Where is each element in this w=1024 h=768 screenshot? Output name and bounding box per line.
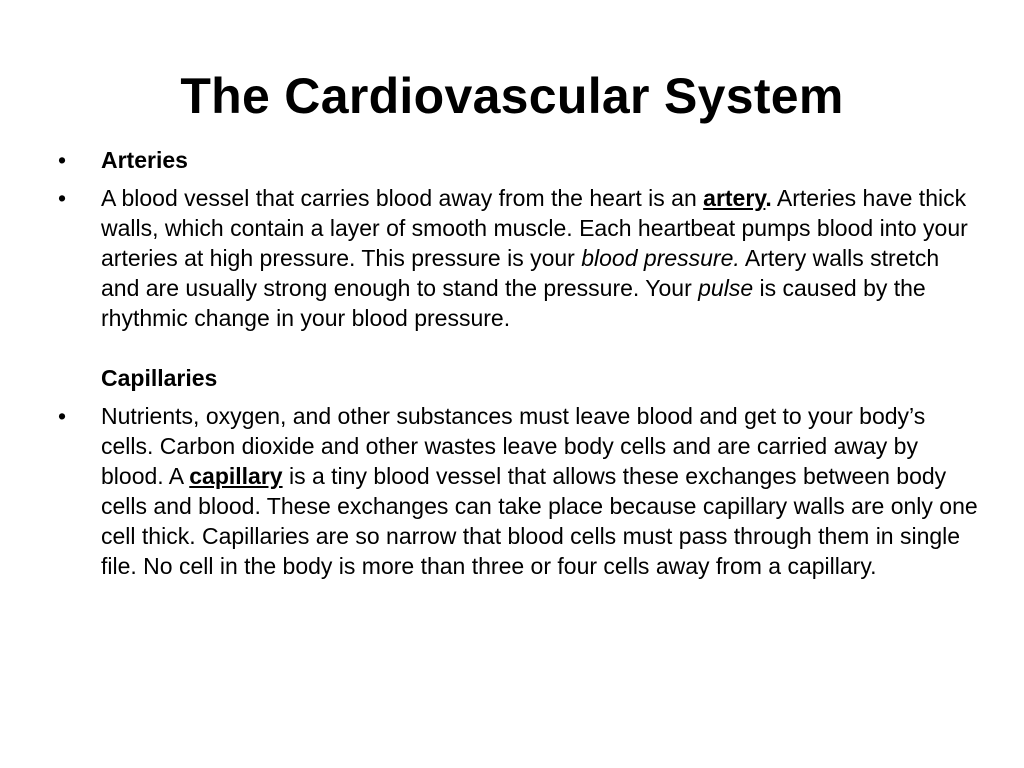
capillary-term: capillary bbox=[189, 463, 283, 489]
arteries-text-part: is caused by the rhythmic change in your blood pressure. bbox=[101, 275, 926, 331]
artery-term-period: . bbox=[765, 185, 772, 211]
capillaries-heading: Capillaries bbox=[101, 365, 218, 391]
bullet-item-arteries-text bbox=[58, 183, 978, 393]
bullet-list bbox=[58, 145, 978, 581]
bullet-icon: • bbox=[58, 185, 67, 211]
arteries-heading: Arteries bbox=[101, 147, 188, 173]
arteries-text-part: A blood vessel that carries blood away from the heart is an bbox=[101, 185, 704, 211]
capillaries-text-part: is a tiny blood vessel that allows these exchanges between body cells and blood. These exchanges can take place because capillary walls are only one cell thick. Capillaries are so narrow that blood cells must pass through them in single file. No cell in the body is more than three or four cells away from a capillary. bbox=[101, 463, 978, 579]
pulse-term: pulse bbox=[698, 275, 754, 301]
capillaries-text bbox=[101, 403, 978, 579]
artery-term: artery bbox=[703, 185, 766, 211]
bullet-item-arteries-heading bbox=[58, 145, 978, 175]
arteries-text-part: Arteries have thick walls, which contain a layer of smooth muscle. Each heartbeat pumps blood into your arteries at high pressure. This pressure is your bbox=[101, 185, 968, 271]
bullet-item-capillaries-text bbox=[58, 401, 978, 581]
bullet-icon: • bbox=[58, 147, 67, 173]
bullet-icon: • bbox=[58, 403, 67, 429]
blood-pressure-term: blood pressure. bbox=[581, 245, 740, 271]
arteries-text bbox=[101, 185, 968, 331]
slide-title: The Cardiovascular System bbox=[180, 68, 844, 124]
blank-line bbox=[101, 333, 978, 363]
arteries-text-part: Artery walls stretch and are usually strong enough to stand the pressure. Your bbox=[101, 245, 940, 301]
capillaries-text-part: Nutrients, oxygen, and other substances must leave blood and get to your body’s cells. Carbon dioxide and other wastes leave body cells and are carried away by blood. A bbox=[101, 403, 926, 489]
